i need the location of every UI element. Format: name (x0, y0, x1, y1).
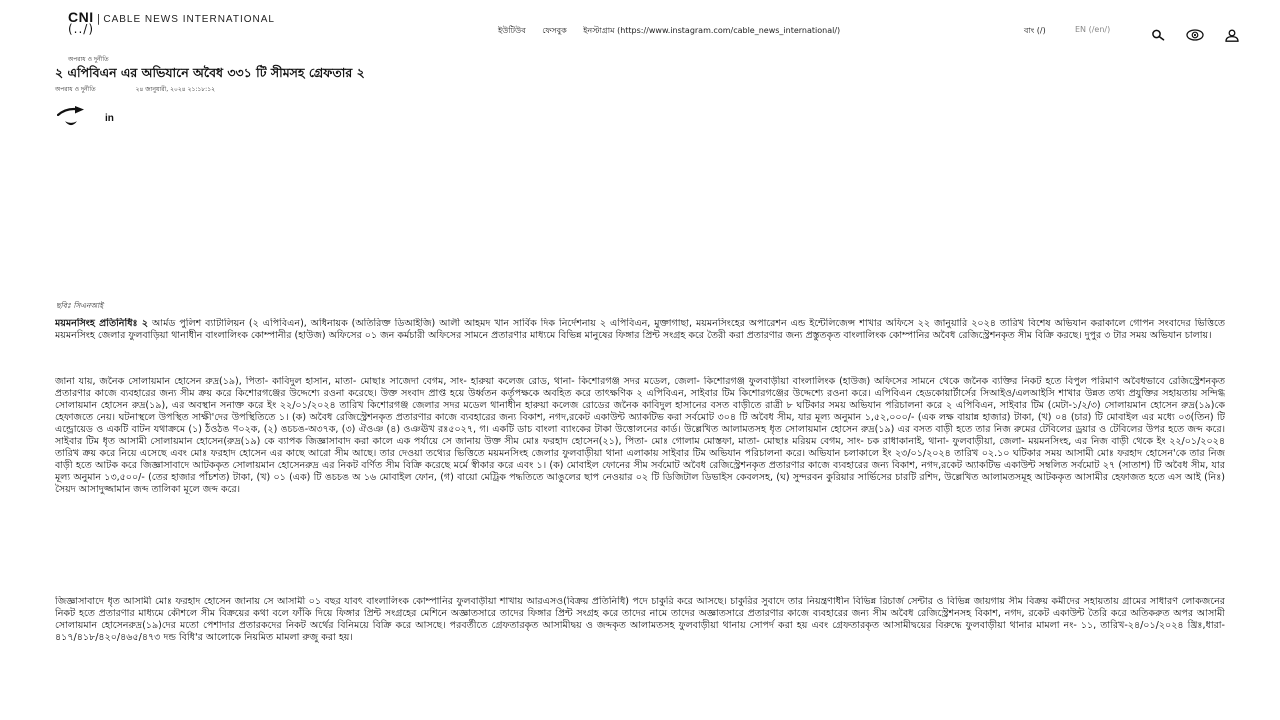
article-paragraph-3: জিজ্ঞাসাবাদে ধৃত আসামী মোঃ ফরহাদ হোসেন জানায় সে আসামী ০১ বছর যাবৎ বাংলালিংক কোম্পানির ফুলবাড়ীয়া শাখায় আরএসও(বিক্রয় প্রতিনিধি) পদে চাকুরি করে আসছে। চাকুরির সুবাদে তার নিয়ন্ত্রণাধীন বিভিন্ন রিচার্জ সেন্টার ও বিভিন্ন জায়গায় সীম বিক্রয় কর্মীদের সহায়তায় গ্রামের সাধারণ লোকজনের নিকট হতে প্রতারণার মাধ্যমে কৌশলে সীম বিক্রয়ের কথা বলে ফাঁকি দিয়ে ফিঙ্গার প্রিন্ট সংগ্রহের মেশিনে অজ্ঞাতসারে তাদের ফিঙ্গার প্রিন্ট সংগ্রহ করে তাদের নামে তাদের অজ্ঞাতসারে প্রতারণার কাজে ব্যবহারের জন্য সীম অবৈধ রেজিস্ট্রেশনসহ বিকাশ, নগদ, রকেট একাউন্ট তৈরি করে অতিকরুত অপর আসামী সোলায়মান হোসেনরুদ্র(১৯)দের মতো পেশাদার প্রতারকদের নিকট অর্থের বিনিময়ে বিক্রি করে আসছে। পরবর্তীতে গ্রেফতারকৃত আসামীদ্বয় ও জব্দকৃত আলামতসহ ফুলবাড়ীয়া থানায় সোপর্দ করা হয় এবং গ্রেফতারকৃত আসামীদ্বয়ের বিরুদ্ধে ফুলবাড়ীয়া থানার মামলা নং- ১১, তারিখ-২৪/০১/২০২৪ খ্রিঃ,ধারা- ৪১৭/৪১৮/৪২০/৪৬৫/৪৭৩ দন্ড বিধি'র আলোকে নিয়মিত মামলা রুজু করা হয়। (55, 596, 1225, 643)
article-paragraph-2: জানা যায়, জনৈক সোলায়মান হোসেন রুদ্র(১৯), পিতা- কাবিদুল হাসান, মাতা- মোছাঃ সাজেদা বেগম, সাং- হারুয়া কলেজ রোড, থানা- কিশোরগঞ্জ সদর মডেল, জেলা- কিশোরগঞ্জ ফুলবাড়ীয়া বাংলালিংক (হাউজ) অফিসের সামনে থেকে জনৈক ব্যক্তির নিকট হতে বিপুল পরিমাণ অবৈধভাবে রেজিস্ট্রেশনকৃত প্রতারণার কাজে ব্যবহারের জন্য সীম ক্রয় করে কিশোরগঞ্জের উদ্দেশ্যে রওনা করেছে। উক্ত সংবাদ প্রাপ্ত হয়ে উর্ধ্বতন কর্তৃপক্ষকে অবহিত করে তাৎক্ষণিক ২ এপিবিএন, সাইবার টিম কিশোরগঞ্জের উদ্দেশ্যে রওনা করে। এপিবিএন হেডকোয়ার্টার্সের সিআইও/এলআইসি শাখার উন্নত তথ্য প্রযুক্তির সহায়তায় সন্দিগ্ধ সোলায়মান হোসেন রুদ্র(১৯), এর অবস্থান সনাক্ত করে ইং ২২/০১/২০২৪ তারিখ কিশোরগঞ্জ জেলার সদর মডেল থানাধীন হারুয়া কলেজ রোডের জনৈক কাবিদুল হাসানের বসত বাড়ীতে রাত্রী ৮ ঘটিকার সময় অভিযান পরিচালনা করে ২ এপিবিএন, সাইবার টিম (মেটা-১/২/৩) সোলায়মান হোসেন রুদ্র(১৯)কে হেফাজতে নেয়। ঘটনাস্থলে উপস্থিত সাক্ষী'দের উপস্থিতিতে ১। (ক) অবৈধ রেজিস্ট্রেশনকৃত প্রতারণার কাজে ব্যবহারের জন্য বিকাশ, নগদ,রকেট একাউন্ট অ্যাকটিভ করা সর্বমোট ৩০৪ টি অবৈধ সীম, যার মূল্য অনুমান ১,৫২,০০০/- (এক লক্ষ বায়ান্ন হাজার) টাকা, (খ) ০৪ (চার) টি মোবাইল এর মধ্যে ০৩(তিন) টি এন্ড্রোয়েড ও একটি বাটন যথাক্রমে (১) ঠঁওঠঙ ণ০২ক, (২) ঙচচঙ-অ৩৭ক, (৩) ঐওঞ (৪) ওঞঊখ রঃ৫০২৭, গ। একটি ডাচ বাংলা ব্যাংকের টাকা উত্তোলনের কার্ড। উল্লেখিত আলামতসহ ধৃত সোলায়মান হোসেন রুদ্র(১৯) এর বসত বাড়ী হতে তার নিজ রুমের টেবিলের ড্রয়ার ও টেবিলের উপর হতে জব্দ করে। সাইবার টিম ধৃত আসামী সোলায়মান হোসেন(রুদ্র(১৯) কে ব্যাপক জিজ্ঞাসাবাদ করা কালে এক পর্যায়ে সে জানায় উক্ত সীম মোঃ ফরহাদ হোসেন(২১), পিতা- মোঃ গোলাম মোস্তফা, মাতা- মোছাঃ মরিয়ম বেগম, সাং- চক রাধাকানাই, থানা- ফুলবাড়ীয়া, জেলা- ময়মনসিংহ, এর নিজ বাড়ী থেকে ইং ২২/০১/২০২৪ তারিখ ক্রয় করে নিয়ে এসেছে এবং মোঃ ফরহাদ হোসেন এর কাছে আরো সীম আছে। তার দেওয়া তথ্যের ভিত্তিতে ময়মনসিংহ জেলার ফুলবাড়ীয়া থানা এলাকায় সাইবার টিম অভিযান পরিচালনা করে। অভিযান চলাকালে ইং ২৩/০১/২০২৪ তারিখ ০২.১০ ঘটিকার সময় আসামী মোঃ ফরহাদ হোসেন'কে তার নিজ বাড়ী হতে আটক করে জিজ্ঞাসাবাদে আটককৃত সোলায়মান হোসেনরুদ্র এর নিকট বর্ণিত সীম বিক্রি করেছে মর্মে স্বীকার করে এবং ১। (ক) মোবাইল ফোনের সীম সর্বমোট অবৈধ রেজিস্ট্রেশনকৃত প্রতারণার কাজে ব্যবহারের জন্য বিকাশ, নগদ,রকেট অ্যাকটিভ একাউন্ট সম্বলিত সর্বমোট ২৭ (সাতাশ) টি অবৈধ সীম, যার মূল্য অনুমান ১৩,৫০০/- (তের হাজার পাঁচশত) টাকা, (খ) ০১ (এক) টি ঙচচঙ অ ১৬ মোবাইল ফোন, (গ) বায়ো মেট্রিক পদ্ধতিতে আঙুলের ছাপ নেওয়ার ০২ টি ডিজিটাল ডিভাইস কেবলসহ, (ঘ) সুন্দরবন কুরিয়ার সার্ভিসের চারটি রশিদ, উল্লেখিত আলামতসমূহ আটককৃত আসামীর হেফাজত হতে এস আই (নিঃ) সৈয়দ আসাদুজ্জামান জব্দ তালিকা মূলে জব্দ করে। (55, 376, 1225, 495)
brand-logo[interactable]: CNI (68, 9, 94, 25)
nav-youtube[interactable]: ইউটিউব (498, 26, 526, 35)
brand[interactable] (68, 7, 275, 26)
reporter-byline: ময়মনসিংহ প্রতিনিধিঃ ২ (55, 318, 149, 329)
search-icon[interactable] (1149, 28, 1167, 42)
nav-facebook[interactable]: ফেসবুক (542, 26, 567, 35)
home-link[interactable]: (../) (68, 22, 95, 36)
social-nav (498, 25, 854, 38)
article-date: ২৪ জানুয়ারী, ২০২৪ ২১:১৮:১২ (135, 86, 215, 93)
paragraph-1-text: আর্মড পুলিশ ব্যাটালিয়ন (২ এপিবিএন), অধিনায়ক (অতিরিক্ত ডিআইজি) আলী আহমদ খান সার্বিক দিক নির্দেশনায় ২ এপিবিএন, মুক্তাগাছা, ময়মনসিংহের অপারেশন এন্ড ইন্টেলিজেন্স শাখার অফিসে ২২ জানুয়ারি ২০২৪ তারিখ বিশেষ অভিযান করাকালে গোপন সংবাদের ভিত্তিতে ময়মনসিংহ জেলার ফুলবাড়িয়া থানাধীন বাংলালিংক কোম্পানীর (হাউজ) অফিসের ০১ জন কর্মচারী অফিসের সামনে প্রতারণার মাধ্যমে বিভিন্ন মানুষের ফিঙ্গার প্রিন্ট সংগ্রহ করে তৈরী করা প্রতারণার জন্য প্রস্তুতকৃত বাংলালিংক কোম্পানির অবৈধ রেজিস্ট্রেশনকৃত সীম বিক্রি করছে। দুপুর ৩ টার সময় অভিযান চালায়। (55, 318, 1225, 341)
site-header (0, 0, 1280, 48)
article-category[interactable]: অপরাধ ও দুর্নীতি (55, 86, 96, 93)
user-icon[interactable] (1223, 28, 1241, 42)
accessibility-icon[interactable] (1186, 28, 1204, 42)
image-caption: ছবিঃ সিএনআই (56, 301, 104, 310)
article-image-area (55, 130, 1225, 298)
brand-separator: | (96, 12, 101, 25)
article-meta (55, 84, 215, 95)
lang-bangla[interactable]: বাং (/) (1024, 26, 1046, 35)
nav-instagram[interactable]: ইনস্টাগ্রাম (https://www.instagram.com/cable_news_international/) (583, 26, 841, 35)
brand-name[interactable]: CABLE NEWS INTERNATIONAL (103, 14, 275, 25)
breadcrumb-category[interactable]: অপরাধ ও দুর্নীতি (68, 56, 109, 63)
article-title: ২ এপিবিএন এর অভিযানে অবৈধ ৩৩১ টি সীমসহ গ্রেফতার ২ (55, 65, 365, 80)
linkedin-share-button[interactable]: in (105, 113, 114, 124)
lang-english[interactable]: EN (/en/) (1075, 25, 1111, 34)
article-paragraph-1 (55, 318, 1225, 368)
